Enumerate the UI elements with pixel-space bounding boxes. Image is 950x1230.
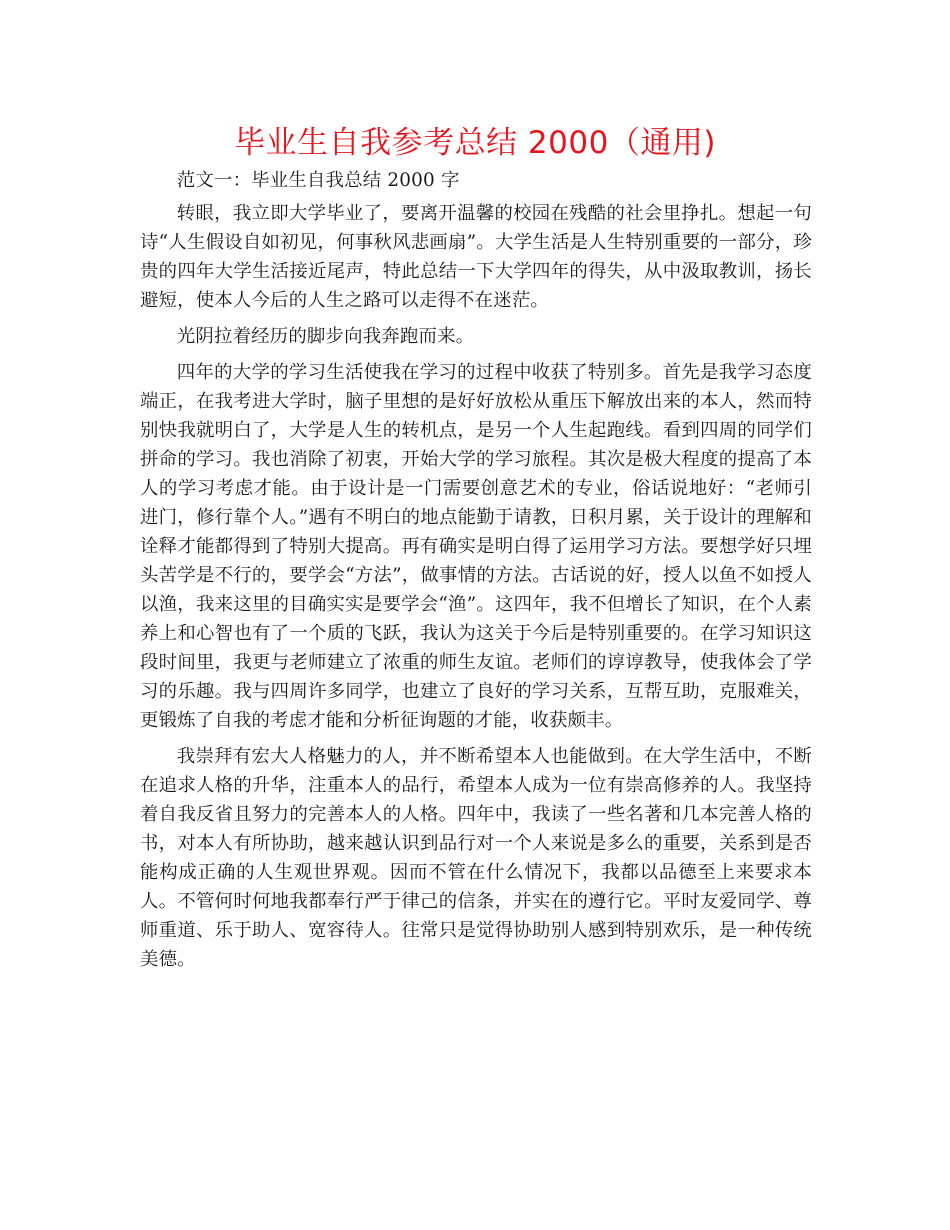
section-subheading: 范文一：毕业生自我总结 2000 字 (176, 170, 460, 191)
body-paragraph: 我崇拜有宏大人格魅力的人，并不断希望本人也能做到。在大学生活中，不断在追求人格的升华，注重本人的品行，希望本人成为一位有崇高修养的人。我坚持着自我反省且努力的完善本人的人格。四年中，我读了一些名著和几本完善人格的书，对本人有所协助，越来越认识到品行对一个人来说是多么的重要，关系到是否能构成正确的人生观世界观。因而不管在什么情况下，我都以品德至上来要求本人。不管何时何地我都奉行严于律己的信条，并实在的遵行它。平时友爱同学、尊师重道、乐于助人、宽容待人。往常只是觉得协助别人感到特别欢乐，是一种传统美德。 (140, 746, 812, 970)
body-paragraph: 四年的大学的学习生活使我在学习的过程中收获了特别多。首先是我学习态度端正，在我考进大学时，脑子里想的是好好放松从重压下解放出来的本人，然而特别快我就明白了，大学是人生的转机点，是另一个人生起跑线。看到四周的同学们拼命的学习。我也消除了初衷，开始大学的学习旅程。其次是极大程度的提高了本人的学习考虑才能。由于设计是一门需要创意艺术的专业，俗话说地好：“老师引进门，修行靠个人。”遇有不明白的地点能勤于请教，日积月累，关于设计的理解和诠释才能都得到了特别大提高。再有确实是明白得了运用学习方法。要想学好只埋头苦学是不行的，要学会“方法”，做事情的方法。古话说的好，授人以鱼不如授人以渔，我来这里的目确实实是要学会“渔”。这四年，我不但增长了知识，在个人素养上和心智也有了一个质的飞跃，我认为这关于今后是特别重要的。在学习知识这段时间里，我更与老师建立了浓重的师生友谊。老师们的谆谆教导，使我体会了学习的乐趣。我与四周许多同学，也建立了良好的学习关系，互帮互助，克服难关，更锻炼了自我的考虑才能和分析征询题的才能，收获颇丰。 (140, 362, 812, 731)
document-body (140, 166, 812, 974)
body-paragraph: 转眼，我立即大学毕业了，要离开温馨的校园在残酷的社会里挣扎。想起一句诗“人生假设自如初见，何事秋风悲画扇”。大学生活是人生特别重要的一部分，珍贵的四年大学生活接近尾声，特此总结一下大学四年的得失，从中汲取教训，扬长避短，使本人今后的人生之路可以走得不在迷茫。 (140, 203, 812, 311)
body-paragraph: 光阴拉着经历的脚步向我奔跑而来。 (176, 326, 475, 347)
document-title: 毕业生自我参考总结 2000（通用) (234, 125, 716, 161)
